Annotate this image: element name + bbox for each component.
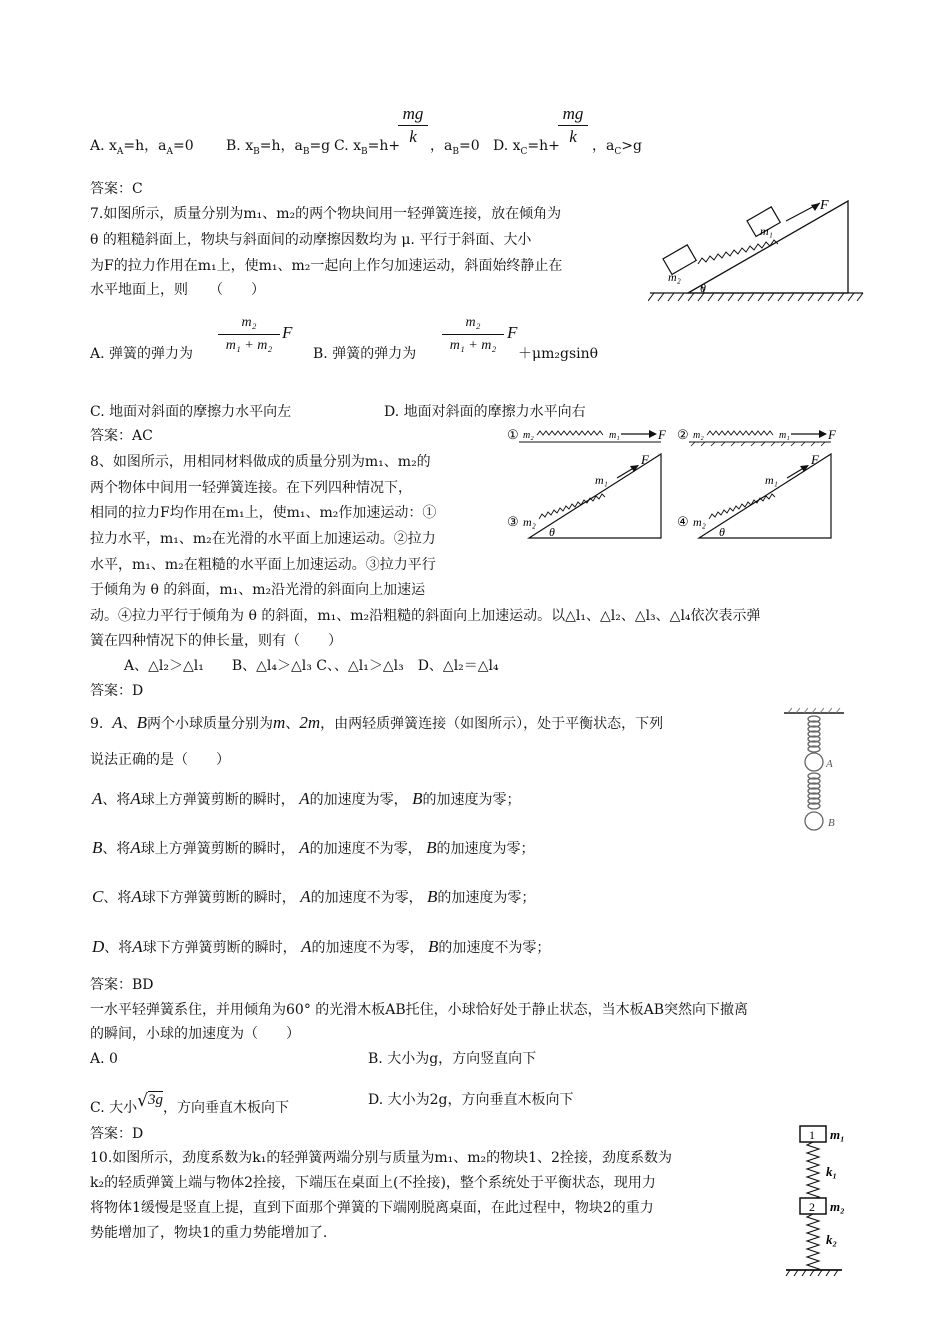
- block-1-mass-label: m₁: [830, 1127, 845, 1142]
- q6-option-b: B. $x_B=h$，$a_B=g$: [226, 138, 331, 157]
- qx-answer: 答案：D: [90, 1126, 144, 1142]
- svg-text:1: 1: [809, 1128, 815, 1142]
- q7-option-b-fraction: m₂ m₁ + m₂: [442, 313, 504, 356]
- qx-option-b: B. 大小为g，方向竖直向下: [368, 1051, 537, 1067]
- qx-option-c: C. 大小√3g，方向垂直木板向下: [90, 1091, 289, 1116]
- q6-option-c: C. $x_B=h+$: [334, 138, 401, 157]
- spring-k1-label: k₁: [826, 1164, 838, 1179]
- svg-text:m₁: m₁: [609, 430, 620, 441]
- lower-spring: [808, 773, 820, 809]
- q7-line-2: θ 的粗糙斜面上，物块与斜面间的动摩擦因数均为 μ. 平行于斜面、大小: [90, 232, 532, 248]
- q7-option-b-force: F: [507, 323, 518, 342]
- svg-text:m₂: m₂: [693, 430, 704, 441]
- q10-stacked-springs-figure: [780, 1120, 860, 1278]
- q7-option-b: B. 弹簧的弹力为: [313, 346, 417, 362]
- q7-line-3: 为F的拉力作用在m₁上，使m₁、m₂一起向上作匀加速运动，斜面始终静止在: [90, 258, 563, 274]
- case-2-spring: [707, 431, 773, 435]
- q7-option-a-fraction: m₂ m₁ + m₂: [218, 313, 280, 356]
- svg-text:F: F: [658, 427, 666, 442]
- svg-text:m₂: m₂: [523, 515, 536, 529]
- q8-four-cases-figure: [505, 422, 850, 542]
- q8-line-5: 水平，m₁、m₂在粗糙的水平面上加速运动。③拉力平行: [90, 557, 436, 573]
- q9-option-c: C、将A球下方弹簧剪断的瞬时， A的加速度不为零， B的加速度为零；: [92, 887, 536, 906]
- q7-option-d: D. 地面对斜面的摩擦力水平向右: [384, 404, 586, 420]
- q8-line-3: 相同的拉力F均作用在m₁上，使m₁、m₂作加速运动：①: [90, 505, 437, 521]
- q8-line-8: 簧在四种情况下的伸长量，则有（ ）: [90, 633, 342, 649]
- q7-option-b-extra: ＋μm₂gsinθ: [518, 346, 599, 362]
- svg-text:θ: θ: [549, 525, 555, 539]
- q9-stem-line-2: 说法正确的是（ ）: [90, 752, 230, 768]
- spring-k2: [807, 1214, 819, 1271]
- qx-line-2: 的瞬间，小球的加速度为（ ）: [90, 1026, 300, 1042]
- ball-a: [805, 753, 823, 771]
- case-1-spring: [537, 431, 603, 435]
- q9-option-a: A、将A球上方弹簧剪断的瞬时， A的加速度为零， B的加速度为零；: [92, 789, 521, 808]
- ball-a-label: A: [826, 758, 833, 770]
- q10-line-4: 势能增加了，物块1的重力势能增加了.: [90, 1225, 328, 1241]
- svg-text:F: F: [811, 452, 819, 467]
- q6-option-a: A. $x_A=h$，$a_A=0$: [90, 138, 194, 157]
- q6-option-c-end: ，$a_B=0$: [430, 138, 480, 157]
- case-1-label: ①: [507, 427, 519, 442]
- block-m2-label: m₂: [668, 270, 681, 284]
- sqrt-sign: √: [137, 1091, 148, 1111]
- q7-option-c: C. 地面对斜面的摩擦力水平向左: [90, 404, 292, 420]
- ball-b: [805, 812, 823, 830]
- block-m1-label: m₁: [760, 224, 773, 238]
- upper-spring: [808, 716, 820, 752]
- q9-option-d: D、将A球下方弹簧剪断的瞬时， A的加速度不为零， B的加速度不为零；: [92, 937, 551, 956]
- svg-text:F: F: [828, 427, 836, 442]
- q10-line-3: 将物体1缓慢是竖直上提，直到下面那个弹簧的下端刚脱离桌面，在此过程中，物块2的重力: [90, 1200, 654, 1216]
- q6-answer: 答案：C: [90, 181, 143, 197]
- q6-option-c-fraction: mg k: [398, 104, 428, 147]
- q6-option-d-end: ，$a_C>g$: [592, 138, 642, 157]
- q8-line-2: 两个物体中间用一轻弹簧连接。在下列四种情况下，: [90, 480, 412, 496]
- svg-text:m₁: m₁: [779, 430, 790, 441]
- q9-answer: 答案：BD: [90, 977, 154, 993]
- spring: [698, 240, 778, 264]
- qx-option-d: D. 大小为2g，方向垂直木板向下: [368, 1092, 574, 1108]
- ground-hatch: [648, 293, 863, 301]
- case-2-label: ②: [677, 427, 689, 442]
- q9-spring-balls-figure: [778, 705, 858, 835]
- svg-text:2: 2: [809, 1200, 815, 1214]
- q7-option-a-force: F: [282, 323, 293, 342]
- q6-option-d-fraction: mg k: [558, 104, 588, 147]
- q9-stem-line-1: 9. A、B两个小球质量分别为m、2m，由两轻质弹簧连接（如图所示），处于平衡状态，下列: [90, 713, 664, 732]
- svg-text:F: F: [641, 452, 649, 467]
- qx-line-1: 一水平轻弹簧系住，并用倾角为60° 的光滑木板AB托住，小球恰好处于静止状态，当木板AB突然向下撤离: [90, 1002, 749, 1018]
- q8-line-1: 8、如图所示，用相同材料做成的质量分别为m₁、m₂的: [90, 454, 431, 470]
- q9-option-b: B、将A球上方弹簧剪断的瞬时， A的加速度不为零， B的加速度为零；: [92, 838, 535, 857]
- q8-answer: 答案：D: [90, 683, 144, 699]
- spring-k2-label: k₂: [826, 1232, 838, 1247]
- q8-line-6: 于倾角为 θ 的斜面，m₁、m₂沿光滑的斜面向上加速运: [90, 582, 426, 598]
- q7-line-4: 水平地面上，则 （ ）: [90, 282, 265, 298]
- ball-b-label: B: [828, 817, 835, 829]
- q10-line-2: k₂的轻质弹簧上端与物体2拴接，下端压在桌面上(不拴接)，整个系统处于平衡状态，现用力: [90, 1175, 656, 1191]
- q7-incline-figure: [648, 195, 868, 310]
- q7-option-a: A. 弹簧的弹力为: [90, 346, 194, 362]
- svg-text:m₁: m₁: [595, 473, 608, 487]
- q8-options: A、△l₂＞△l₁ B、△l₄＞△l₃ C、、△l₁＞△l₃ D、△l₂＝△l₄: [124, 658, 499, 674]
- svg-text:m₂: m₂: [523, 430, 534, 441]
- svg-text:θ: θ: [719, 525, 725, 539]
- q8-line-4: 拉力水平，m₁、m₂在光滑的水平面上加速运动。②拉力: [90, 531, 436, 547]
- angle-label: θ: [700, 281, 706, 295]
- spring-k1: [807, 1142, 819, 1199]
- q7-line-1: 7.如图所示，质量分别为m₁、m₂的两个物块间用一轻弹簧连接，放在倾角为: [90, 206, 562, 222]
- qx-option-a: A. 0: [90, 1051, 118, 1067]
- force-arrowhead: [811, 203, 820, 211]
- case-3-label: ③: [507, 514, 519, 529]
- q6-option-d: D. $x_C=h+$: [493, 138, 560, 157]
- q7-answer: 答案：AC: [90, 428, 153, 444]
- force-label: F: [820, 198, 829, 213]
- svg-text:m₂: m₂: [693, 515, 706, 529]
- block-2-mass-label: m₂: [830, 1199, 845, 1214]
- q8-line-7: 动。④拉力平行于倾角为 θ 的斜面，m₁、m₂沿粗糙的斜面向上加速运动。以△l₁、△l₂、△l₃、△l₄依次表示弹: [90, 608, 761, 624]
- svg-text:m₁: m₁: [765, 473, 778, 487]
- q10-line-1: 10.如图所示，劲度系数为k₁的轻弹簧两端分别与质量为m₁、m₂的物块1、2拴接，劲度系数为: [90, 1150, 672, 1166]
- case-4-label: ④: [677, 514, 689, 529]
